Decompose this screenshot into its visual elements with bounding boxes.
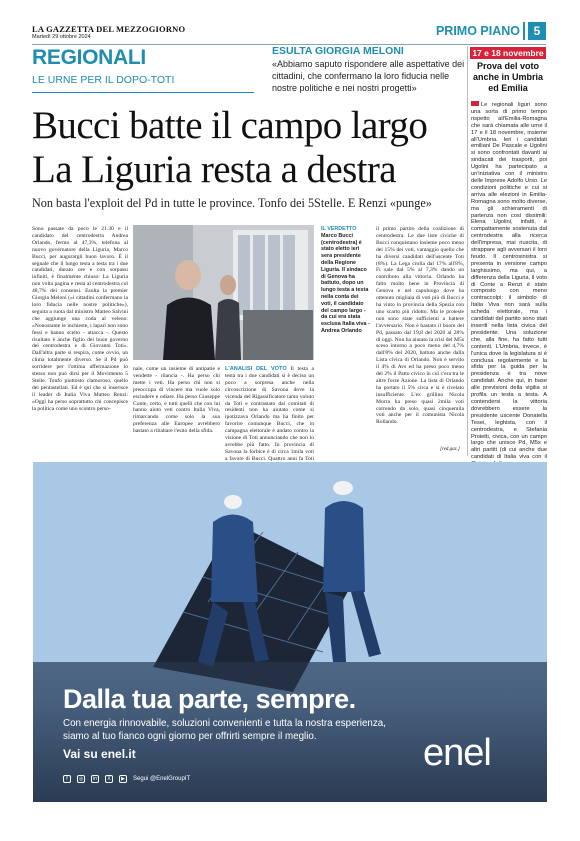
masthead-date: Martedì 29 ottobre 2024 <box>32 34 91 40</box>
article-byline: [red.gaz.] <box>440 447 460 452</box>
article-column-2: nale, come un insieme di antipatie e vendette - rilancia -. Ha perso chi mette i veti. Ha perso chi non si preoccupa di vincere ma vuole solo escludere e odiare. Ha perso Giuseppe Conte, certo, e tutti quelli che con lui hanno aiuto veti contro Italia Viva, rimarcando come solo la sua preferenza alle Europee avrebbero bastato a ribaltare l'esito della sfida. <box>133 366 220 435</box>
headline <box>32 104 472 192</box>
kicker-subtitle: LE URNE PER IL DOPO-TOTI <box>32 74 175 86</box>
advertisement[interactable] <box>33 462 547 802</box>
ad-social-handle: Segui @EnelGroupIT <box>133 776 191 782</box>
headline-line-2: La Liguria resta a destra <box>32 148 396 191</box>
headline-deck: Non basta l'exploit del Pd in tutte le province. Tonfo dei 5Stelle. E Renzi «punge» <box>32 196 432 210</box>
article-column-4a <box>321 318 371 454</box>
ad-title: Dalla tua parte, sempre. <box>63 684 356 714</box>
article-column-4: il primo partito della coalizione di centrodestra. Le due liste civiche di Bucci conquistano insieme poco meno del 15% dei voti, vantaggio quello che ha diversi candidati dell'uscente Toti (8%). La Lega crolla dal 17% all'8%, Fi sale dal 5% al 7,3% dando un contributo alla vittoria. Orlando ha fatto molto bene in Provincia di Genova e nel capoluogo dove ha ottenuto migliaia di voti più di Bucci e ha vinto in provincia della Spezia con uno scarto più ridotto. Ma le proteste non sono state sufficienti a battere l'avversario. Non è bastato il boom del Pd, passato dal 19,8 del 2020 al 28% di oggi. Non ha aiutato la crisi del M5s sceso intorno a poco meno del 4,7% dall'8% del 2020, battuto anche dalla Lista civica di Orlando. Non è servito il 4% di Avs ed ha preso poco meno del 2% il Patto civico in cui c'era tra le altre forze Azione. La lista di Orlando ha portato il 5% circa e si è rivelato insufficiente. L'ex grillino Nicola Morra ha preso quasi 2mila voti correndo da solo, quasi cinquemila voti anche per il comunista Nicola Rollando. <box>376 226 464 426</box>
caption-title: IL VERDETTO <box>321 226 357 232</box>
sidebox-title: Prova del voto anche in Umbria ed Emilia <box>472 61 544 93</box>
section-label: PRIMO PIANO <box>435 24 520 38</box>
quote-text: «Abbiamo saputo rispondere alle aspettative dei cittadini, che confermano la loro fiducia nelle nostre politiche e nei nostri progetti» <box>272 59 465 93</box>
x-icon[interactable]: X <box>105 775 113 783</box>
sidebox-date-badge: 17 e 18 novembre <box>470 47 546 59</box>
page-number: 5 <box>528 22 546 40</box>
ad-subtitle: Con energia rinnovabile, soluzioni convenienti e tutta la nostra esperienza, siamo al tuo fianco ogni giorno per offrirti sempre il meglio. <box>63 718 386 742</box>
enel-logo: enel <box>423 732 491 774</box>
facebook-icon[interactable]: f <box>63 775 71 783</box>
kicker-rule <box>32 92 254 93</box>
quote-title: ESULTA GIORGIA MELONI <box>272 45 404 57</box>
ad-social-row <box>63 775 190 783</box>
linkedin-icon[interactable]: in <box>91 775 99 783</box>
youtube-icon[interactable]: ▶ <box>119 775 127 783</box>
photo-illustration <box>133 225 314 360</box>
analysis-title: L'ANALISI DEL VOTO <box>225 366 287 372</box>
section-divider <box>523 22 525 40</box>
headline-line-1: Bucci batte il campo largo <box>32 104 428 147</box>
kicker-title: REGIONALI <box>32 46 146 69</box>
sidebox-text: Le regionali liguri sono una sorta di primo tempo rispetto all'Emilia-Romagna che sarà chiamata alle urne il 17 e il 18 novembre, insieme all'Umbria. Ieri i candidati emiliani De Pascale e Ugolini si sono confrontati davanti ai sindacati dei trasporti, poi Ugolini ha partecipato a un'iniziativa con il ministro delle Imprese Adolfo Urso. Le condizioni politiche e cui si arriva alle elezioni in Emilia-Romagna sono molto diverse, ma gli schieramenti di partenza non così dissimili: Elena Ugolini, infatti, è compattamente sostenuta dal centrodestra alla ricerca dell'impresa, mai riuscita, di strappare agli avversari il loro feudo. Il centrosinistra si presenta in versione campo larghissimo, ma qui, a differenza della Liguria, il voto di Conte a Renzi è stato composto con meno contraccolpi: il simbolo di Italia Viva non sarà sulla scheda elettorale, ma i candidati del partito sono stati inseriti nella lista civica del presidente. Una soluzione che, alla fine, ha fatto tutti contenti. L'Umbria, invece, è l'unica dove la legislatura si è conclusa regolarmente e la sfida per la guida per la presidenza è tra nove candidati. Anche qui, in base alle previsioni della vigilia si profila un testa a testa. A contendersi la vittoria dovrebbero essere la presidente uscente Donatella Tesei, leghista, con il centrodestra, e Stefania Proietti, civica, con un campo largo che unisce Pd, M5s e altri partiti (di cui anche due candidati di Italia viva con il <box>471 102 547 461</box>
article-column-1: Sono passate da poco le 21.30 e il candidato del centrodestra Andrea Orlando, fermo al 47,3%, telefona al nuovo governatore della Liguria, Marco Bucci, per augurargli buon lavoro. È il segnale che il lungo testa a testa tra i due candidati, durato ore e con sorpassi infiniti, è finalmente chiuso: La Liguria non volta pagina e resta al centrodestra col 48,7% dei consensi. Esulta la premier Giorgia Meloni («i cittadini confermano la loro fiducia nelle nostre politiche»), seguita a ruota dal ministro Matteo Salvini che aggiunge una coda al veleno: «Nonostante le inchieste, i lapari non sono fessi e hanno scelto - attacca -. Questo risultato è anche figlio del buon governo del centrodestra e di Giovanni Toti». Dall'altra parte si respira, come ovvio, un clima totalmente diverso. Se il Pd può sorridere per l'ottima affermazione lo stesso non può dirsi per il Movimento 5 Stelle. Tonfo piuttosto clamoroso, quello dei pentastellati. Ed è qui che si inserisce il leader di Italia Viva Matteo Renzi: «Oggi ha perso soprattutto chi concepisce la politica come uno scontro perso- <box>32 226 128 412</box>
analysis-text: Il testa a testa tra i due candidati si è deciso un poco a sorpresa anche nella circoscrizione di Savona dove la vicenda del Rigassificatore tanto voluto da Toti e contrastato dai comitati di residenti non ha aiutato come si ipotizzava Orlando ma ha finito per favorire comunque Bucci, che in campagna elettorale è andato contro la visione di Toti annunciando che non lo avrebbe più fatto. In provincia di Savona la forbice è di circa 1mila voti a favore di Bucci. Quattro anni fa Toti <box>225 366 314 462</box>
caption-text: Marco Bucci (centrodestra) è stato eletto ieri sera presidente della Regione Liguria. Il sindaco di Genova ha battuto, dopo un lungo testa a testa nella conta dei voti, il candidato del campo largo - da cui era stata esclusa Italia viva - Andrea Orlando <box>321 232 370 334</box>
masthead-paper-name: LA GAZZETTA DEL MEZZOGIORNO <box>32 24 186 34</box>
article-column-3 <box>225 366 314 462</box>
sidebox-body <box>471 101 547 461</box>
ad-link[interactable]: Vai su enel.it <box>63 747 136 761</box>
sidebox-bullet <box>471 101 479 106</box>
article-photo <box>133 225 314 360</box>
sidebar-divider <box>467 46 468 456</box>
instagram-icon[interactable]: ◎ <box>78 776 84 782</box>
